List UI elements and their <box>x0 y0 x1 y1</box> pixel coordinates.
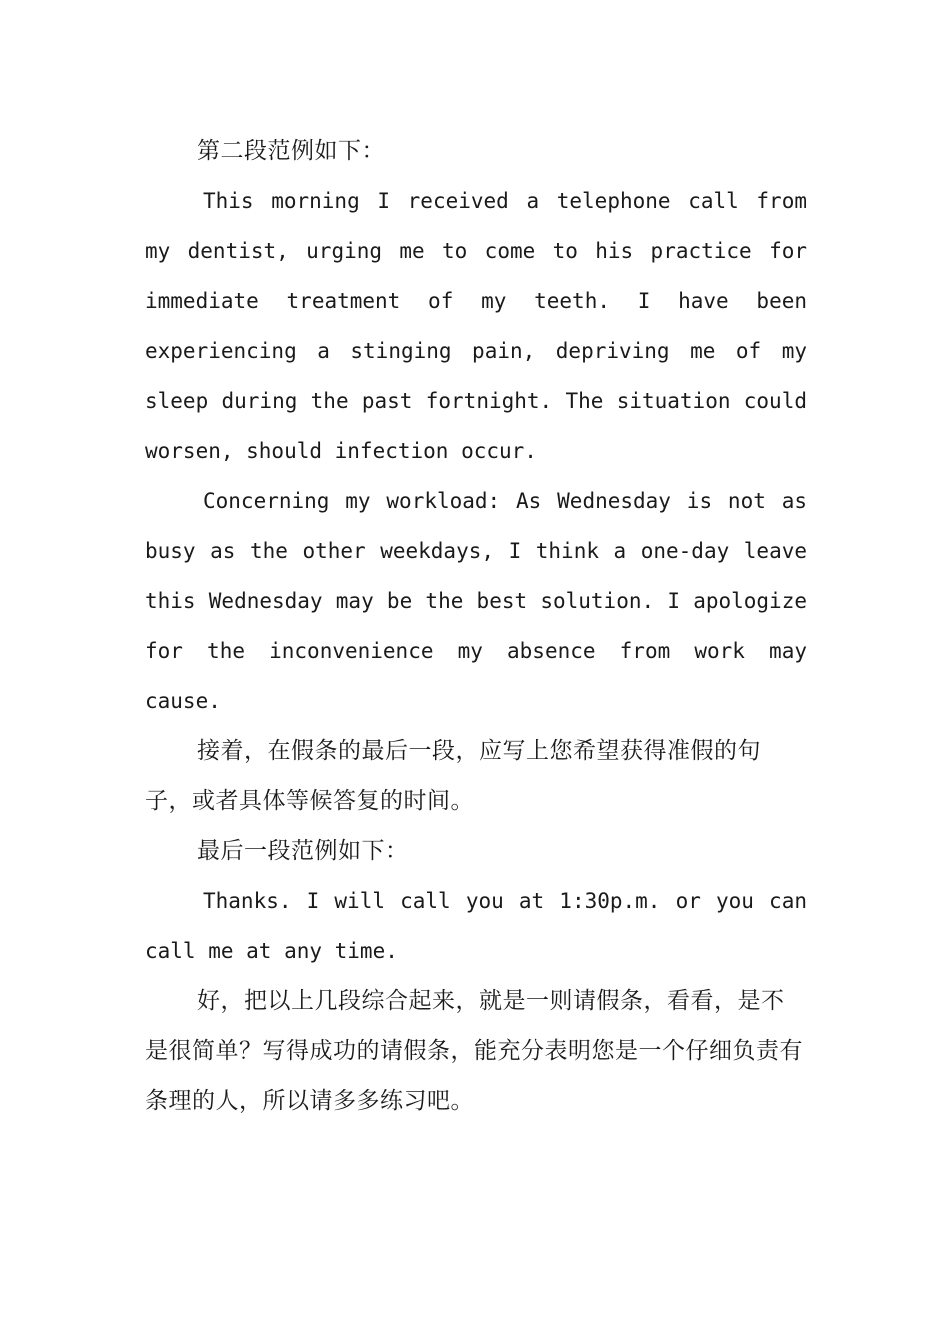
example-paragraph-workload: Concerning my workload: As Wednesday is not as busy as the other weekdays, I think a one-day leave this Wednesday may be the best solution. I apologize for the inconvenience my absence from work may cause. <box>145 489 807 713</box>
heading-second-paragraph-example: 第二段范例如下： <box>197 138 385 164</box>
document-body <box>145 126 807 1126</box>
example-paragraph-dentist: This morning I received a telephone call from my dentist, urging me to come to his practice for immediate treatment of my teeth. I have been experiencing a stinging pain, depriving me of my sleep during the past fortnight. The situation could worsen, should infection occur. <box>145 189 807 463</box>
heading-last-paragraph-example: 最后一段范例如下： <box>197 838 409 864</box>
example-paragraph-thanks: Thanks. I will call you at 1:30p.m. or you can call me at any time. <box>145 889 807 963</box>
summary-paragraph: 好，把以上几段综合起来，就是一则请假条，看看，是不是很简单？写得成功的请假条，能充分表明您是一个仔细负责有条理的人，所以请多多练习吧。 <box>145 988 803 1114</box>
instruction-paragraph-last-section: 接着，在假条的最后一段，应写上您希望获得准假的句子，或者具体等候答复的时间。 <box>145 738 761 814</box>
